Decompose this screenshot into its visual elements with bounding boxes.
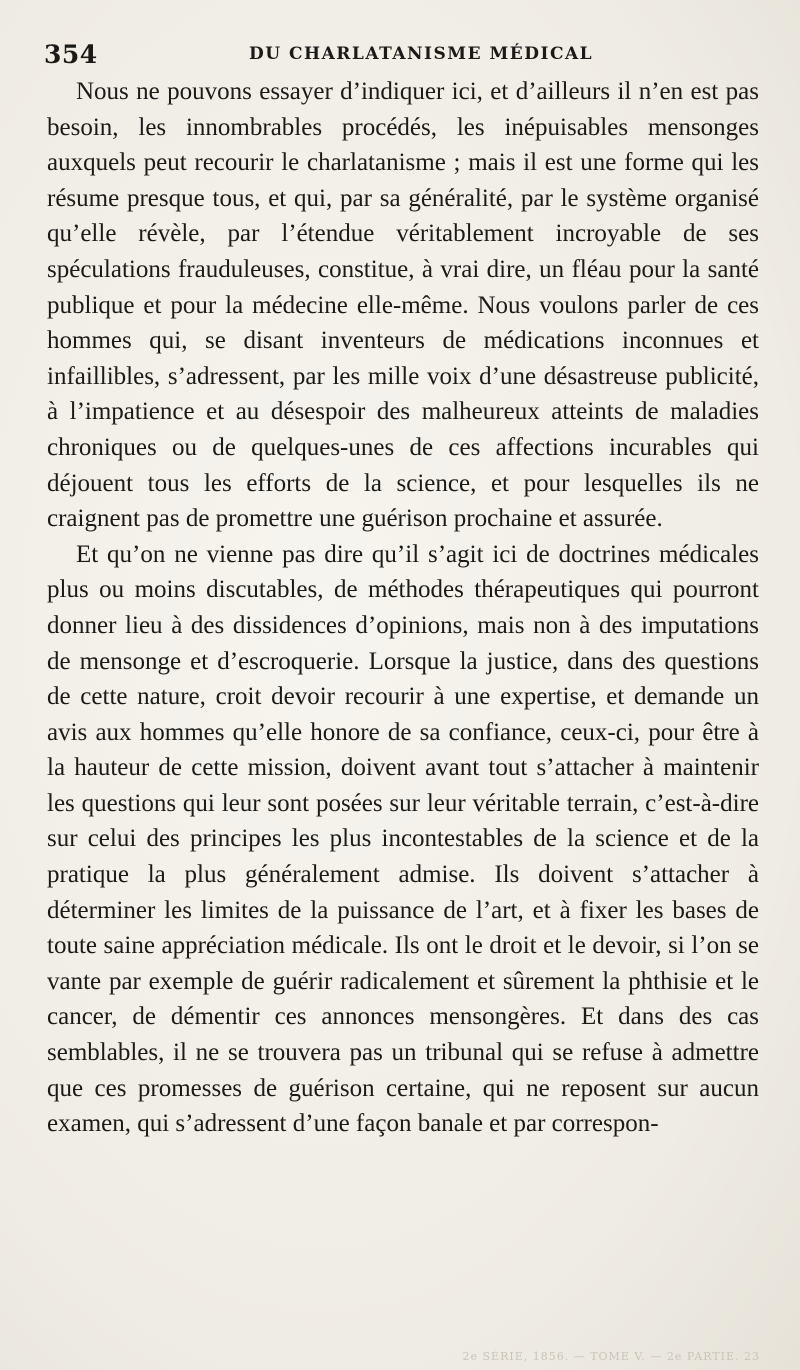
paragraph: Et qu’on ne vienne pas dire qu’il s’agit ici de doctrines médicales plus ou moins discutables, de méthodes thérapeutiques qui pourront donner lieu à des dissidences d’opinions, mais non à des imputations de mensonge et d’escroquerie. Lorsque la justice, dans des questions de cette nature, croit devoir recourir à une expertise, et demande un avis aux hommes qu’elle honore de sa confiance, ceux-ci, pour être à la hauteur de cette mission, doivent avant tout s’attacher à maintenir les questions qui leur sont posées sur leur véritable terrain, c’est-à-dire sur celui des principes les plus incontestables de la science et de la pratique la plus généralement admise. Ils doivent s’attacher à déterminer les limites de la puissance de l’art, et à fixer les bases de toute saine appréciation médicale. Ils ont le droit et le devoir, si l’on se vante par exemple de guérir radicalement et sûrement la phthisie et le cancer, de démentir ces annonces mensongères. Et dans des cas semblables, il ne se trouvera pas un tribunal qui se refuse à admettre que ces promesses de guérison certaine, qui ne reposent sur aucun examen, qui s’adressent d’une façon banale et par correspon- (47, 540, 759, 1138)
signature-line: 2e SÉRIE, 1856. — TOME V. — 2e PARTIE. 23 (462, 1350, 760, 1363)
page-header (44, 40, 758, 76)
page-number: 354 (44, 40, 98, 69)
running-title: DU CHARLATANISME MÉDICAL (249, 44, 594, 64)
paragraph: Nous ne pouvons essayer d’indiquer ici, et d’ailleurs il n’en est pas besoin, les innombrables procédés, les inépuisables mensonges auxquels peut recourir le charlatanisme ; mais il est une forme qui les résume presque tous, et qui, par sa généralité, par le système organisé qu’elle révèle, par l’étendue véritablement incroyable de ses spéculations frauduleuses, constitue, à vrai dire, un fléau pour la santé publique et pour la médecine elle-même. Nous voulons parler de ces hommes qui, se disant inventeurs de médications inconnues et infaillibles, s’adressent, par les mille voix d’une désastreuse publicité, à l’impatience et au désespoir des malheureux atteints de maladies chroniques ou de quelques-unes de ces affections incurables qui déjouent tous les efforts de la science, et pour lesquelles ils ne craignent pas de promettre une guérison prochaine et assurée. (47, 78, 759, 533)
body-text (47, 74, 759, 1142)
